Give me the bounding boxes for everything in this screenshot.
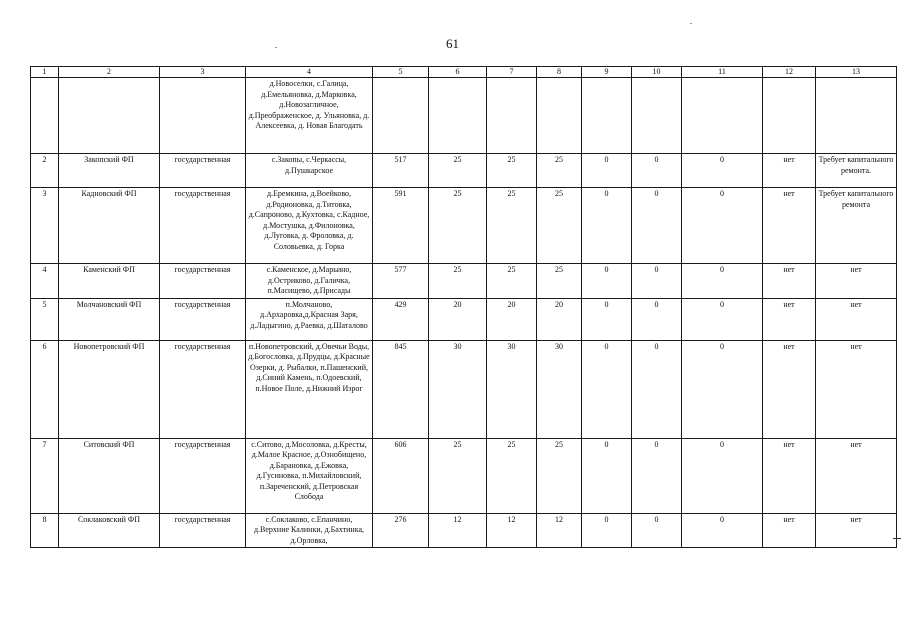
col8-value: 25 — [537, 188, 582, 264]
col8-value: 25 — [537, 154, 582, 188]
table-row — [31, 513, 897, 548]
column-header: 2 — [59, 67, 160, 78]
population-served: 606 — [373, 438, 429, 513]
col8-value: 25 — [537, 264, 582, 299]
served-settlements: п.Молчаново, д.Архаровка,д.Красная Заря, д.Ладыгино, д.Раевка, д.Шаталово — [246, 298, 373, 340]
col10-value: 0 — [632, 154, 682, 188]
facility-name: Кадновский ФП — [59, 188, 160, 264]
margin-mark — [893, 538, 901, 539]
column-header: 6 — [429, 67, 487, 78]
col12-value: нет — [763, 154, 816, 188]
table-row — [31, 298, 897, 340]
ownership-type: государственная — [160, 438, 246, 513]
ownership-type: государственная — [160, 264, 246, 299]
population-served: 517 — [373, 154, 429, 188]
population-served: 577 — [373, 264, 429, 299]
facility-name: Молчановский ФП — [59, 298, 160, 340]
served-settlements: с.Каменское, д.Марьино, д.Остриково, д.Галичка, п.Масищево, д.Присады — [246, 264, 373, 299]
col6-value — [429, 78, 487, 154]
row-number: 5 — [31, 298, 59, 340]
col10-value — [632, 78, 682, 154]
header-row — [31, 67, 897, 78]
scan-speck — [275, 47, 277, 48]
col7-value: 30 — [487, 340, 537, 438]
col10-value: 0 — [632, 298, 682, 340]
col10-value: 0 — [632, 438, 682, 513]
facility-name: Ситовский ФП — [59, 438, 160, 513]
table-row — [31, 154, 897, 188]
facility-name: Соклаковский ФП — [59, 513, 160, 548]
column-header: 9 — [582, 67, 632, 78]
col12-value: нет — [763, 513, 816, 548]
col8-value — [537, 78, 582, 154]
population-served: 591 — [373, 188, 429, 264]
col11-value: 0 — [682, 438, 763, 513]
col12-value: нет — [763, 188, 816, 264]
scan-speck — [690, 23, 692, 24]
col9-value: 0 — [582, 264, 632, 299]
facility-name: Каменский ФП — [59, 264, 160, 299]
remarks — [816, 78, 897, 154]
col10-value: 0 — [632, 264, 682, 299]
row-number: 8 — [31, 513, 59, 548]
column-header: 7 — [487, 67, 537, 78]
population-served: 276 — [373, 513, 429, 548]
row-number: 4 — [31, 264, 59, 299]
col6-value: 30 — [429, 340, 487, 438]
row-number: 7 — [31, 438, 59, 513]
ownership-type — [160, 78, 246, 154]
col6-value: 25 — [429, 438, 487, 513]
remarks: Требует капитального ремонта — [816, 188, 897, 264]
column-header: 8 — [537, 67, 582, 78]
row-number: 2 — [31, 154, 59, 188]
facility-name — [59, 78, 160, 154]
served-settlements: с.Соклаково, с.Епанчино, д.Верхние Калинки, д.Бахтинка, д.Орловка, — [246, 513, 373, 548]
col12-value: нет — [763, 340, 816, 438]
col11-value: 0 — [682, 513, 763, 548]
col7-value: 25 — [487, 154, 537, 188]
page-number: 61 — [446, 36, 459, 51]
ownership-type: государственная — [160, 188, 246, 264]
table-row — [31, 264, 897, 299]
ownership-type: государственная — [160, 154, 246, 188]
col9-value — [582, 78, 632, 154]
col9-value: 0 — [582, 188, 632, 264]
col11-value — [682, 78, 763, 154]
ownership-type: государственная — [160, 513, 246, 548]
col11-value: 0 — [682, 340, 763, 438]
facilities-table — [30, 66, 897, 548]
col12-value: нет — [763, 298, 816, 340]
population-served: 845 — [373, 340, 429, 438]
col8-value: 25 — [537, 438, 582, 513]
served-settlements: п.Новопетровский, д.Овечьи Воды, д.Богословка, д.Прудцы, д.Красные Озерки, д. Рыбалки, п.Пашенский, д.Синий Камень, п.Одоевский, п.Новое Поле, д.Нижний Изрог — [246, 340, 373, 438]
col9-value: 0 — [582, 298, 632, 340]
population-served — [373, 78, 429, 154]
column-header: 11 — [682, 67, 763, 78]
remarks: нет — [816, 298, 897, 340]
table-row — [31, 340, 897, 438]
col11-value: 0 — [682, 298, 763, 340]
col6-value: 12 — [429, 513, 487, 548]
remarks: нет — [816, 513, 897, 548]
column-header: 1 — [31, 67, 59, 78]
remarks: нет — [816, 438, 897, 513]
ownership-type: государственная — [160, 298, 246, 340]
col10-value: 0 — [632, 340, 682, 438]
col7-value: 12 — [487, 513, 537, 548]
ownership-type: государственная — [160, 340, 246, 438]
population-served: 429 — [373, 298, 429, 340]
col12-value: нет — [763, 438, 816, 513]
column-header: 3 — [160, 67, 246, 78]
table-row — [31, 438, 897, 513]
remarks: нет — [816, 264, 897, 299]
row-number — [31, 78, 59, 154]
col8-value: 30 — [537, 340, 582, 438]
col7-value: 20 — [487, 298, 537, 340]
col12-value — [763, 78, 816, 154]
col7-value: 25 — [487, 438, 537, 513]
col6-value: 20 — [429, 298, 487, 340]
col9-value: 0 — [582, 154, 632, 188]
served-settlements: д.Новоселки, с.Галица, д.Емельяновка, д.Марковка, д.Новозагличное, д.Преображенское, д. Ульяновка, д. Алексеевка, д. Новая Благодать — [246, 78, 373, 154]
col7-value — [487, 78, 537, 154]
facility-name: Новопетровский ФП — [59, 340, 160, 438]
col9-value: 0 — [582, 438, 632, 513]
served-settlements: с.Закопы, с.Черкассы, д.Пушкарское — [246, 154, 373, 188]
remarks: Требует капитального ремонта. — [816, 154, 897, 188]
col11-value: 0 — [682, 154, 763, 188]
remarks: нет — [816, 340, 897, 438]
col9-value: 0 — [582, 340, 632, 438]
row-number: 3 — [31, 188, 59, 264]
col12-value: нет — [763, 264, 816, 299]
row-number: 6 — [31, 340, 59, 438]
col6-value: 25 — [429, 264, 487, 299]
column-header: 4 — [246, 67, 373, 78]
col9-value: 0 — [582, 513, 632, 548]
col6-value: 25 — [429, 154, 487, 188]
table-row — [31, 78, 897, 154]
col8-value: 20 — [537, 298, 582, 340]
col8-value: 12 — [537, 513, 582, 548]
col7-value: 25 — [487, 264, 537, 299]
col11-value: 0 — [682, 264, 763, 299]
table-row — [31, 188, 897, 264]
col11-value: 0 — [682, 188, 763, 264]
served-settlements: с.Ситово, д.Мосоловка, д.Кресты, д.Малое Красное, д.Ознобищено, д.Барановка, д.Ежовка, д.Гусиновка, п.Михайловский, п.Зареченский, д.Петровская Слобода — [246, 438, 373, 513]
col6-value: 25 — [429, 188, 487, 264]
col7-value: 25 — [487, 188, 537, 264]
column-header: 12 — [763, 67, 816, 78]
facility-name: Закопский ФП — [59, 154, 160, 188]
column-header: 10 — [632, 67, 682, 78]
column-header: 13 — [816, 67, 897, 78]
col10-value: 0 — [632, 513, 682, 548]
col10-value: 0 — [632, 188, 682, 264]
column-header: 5 — [373, 67, 429, 78]
served-settlements: д.Еремкина, д.Воейково, д.Родионовка, д.Титовка, д.Сапроново, д.Кухтовка, с.Кадное, д.Мостушка, д.Филоновка, д.Луговка, д. Фроловка, д. Соловьевка, д. Горка — [246, 188, 373, 264]
